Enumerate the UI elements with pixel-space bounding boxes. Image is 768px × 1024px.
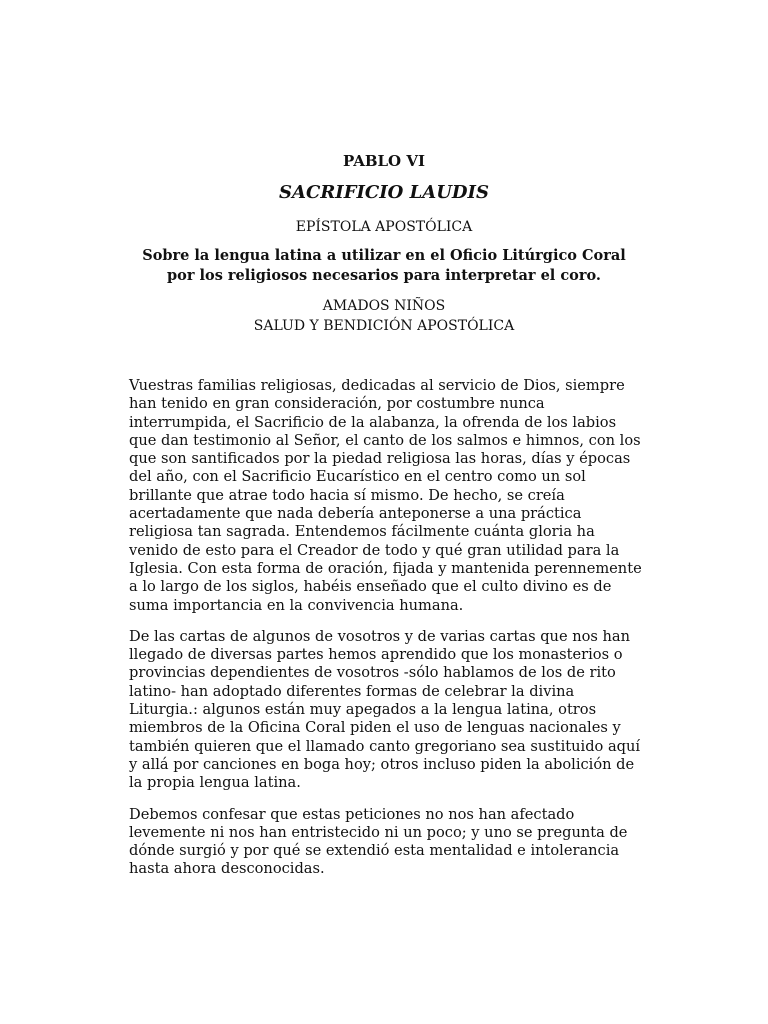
paragraph-line: miembros de la Oficina Coral piden el uso de lenguas nacionales y [129,719,621,737]
paragraph-line: suma importancia en la convivencia humana. [129,596,464,614]
paragraph-line: provincias dependientes de vosotros -sólo hablamos de los de rito [129,664,616,682]
paragraph-line: que dan testimonio al Señor, el canto de los salmos e himnos, con los [129,431,641,449]
paragraph-line: brillante que atrae todo hacia sí mismo. De hecho, se creía [129,486,565,504]
paragraph-line: Liturgia.: algunos están muy apegados a la lengua latina, otros [129,701,597,719]
paragraph-line: la propia lengua latina. [129,774,301,792]
paragraph-line: a lo largo de los siglos, habéis enseñado que el culto divino es de [129,578,612,596]
paragraph-line: han tenido en gran consideración, por costumbre nunca [129,395,545,413]
paragraph-line: llegado de diversas partes hemos aprendido que los monasterios o [129,646,623,664]
document-body [129,377,649,892]
body-paragraph [129,806,649,879]
author-heading: PABLO VI [343,152,425,170]
document-title: SACRIFICIO LAUDIS [279,182,489,203]
greeting-line: SALUD Y BENDICIÓN APOSTÓLICA [253,318,515,334]
paragraph-line: latino- han adoptado diferentes formas de celebrar la divina [129,682,575,700]
paragraph-line: Vuestras familias religiosas, dedicadas al servicio de Dios, siempre [129,377,625,394]
paragraph-line: acertadamente que nada debería anteponerse a una práctica [129,505,582,523]
body-paragraph [129,377,649,615]
paragraph-line: Debemos confesar que estas peticiones no nos han afectado [129,805,575,823]
greeting [0,296,768,336]
document-subtitle [0,246,768,286]
paragraph-line: y allá por canciones en boga hoy; otros incluso piden la abolición de [129,755,635,773]
paragraph-line: hasta ahora desconocidas. [129,860,325,878]
paragraph-line: también quieren que el llamado canto gregoriano sea sustituido aquí [129,737,641,755]
paragraph-line: religiosa tan sagrada. Entendemos fácilmente cuánta gloria ha [129,523,595,541]
paragraph-line: dónde surgió y por qué se extendió esta mentalidad e intolerancia [129,842,620,860]
paragraph-line: que son santificados por la piedad religiosa las horas, días y épocas [129,450,631,468]
greeting-line: AMADOS NIÑOS [322,298,446,314]
document-type: EPÍSTOLA APOSTÓLICA [295,219,473,235]
paragraph-line: interrumpida, el Sacrificio de la alabanza, la ofrenda de los labios [129,413,617,431]
paragraph-line: Iglesia. Con esta forma de oración, fijada y mantenida perennemente [129,559,642,577]
paragraph-line: del año, con el Sacrificio Eucarístico en el centro como un sol [129,468,586,486]
subtitle-line: por los religiosos necesarios para interpretar el coro. [167,267,601,284]
subtitle-line: Sobre la lengua latina a utilizar en el Oficio Litúrgico Coral [142,247,626,264]
paragraph-line: venido de esto para el Creador de todo y qué gran utilidad para la [129,541,620,559]
body-paragraph [129,628,649,793]
paragraph-line: De las cartas de algunos de vosotros y de varias cartas que nos han [129,627,631,645]
paragraph-line: levemente ni nos han entristecido ni un poco; y uno se pregunta de [129,823,628,841]
